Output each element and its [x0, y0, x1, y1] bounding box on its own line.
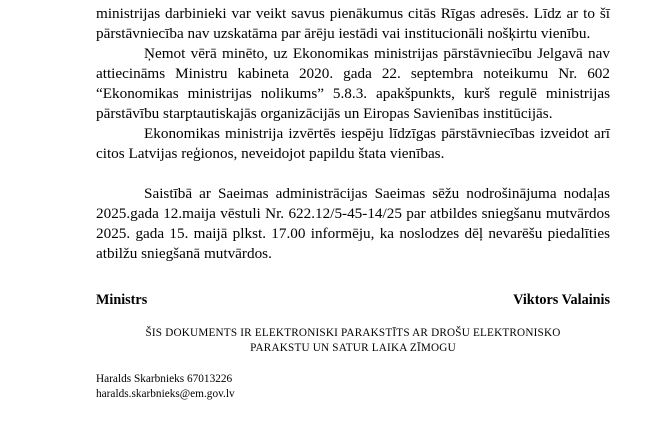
contact-author: Haralds Skarbnieks 67013226: [96, 373, 233, 385]
body-paragraph-4: Saistībā ar Saeimas administrācijas Saeimas sēžu nodrošinājuma nodaļas 2025.gada 12.maija vēstuli Nr. 622.12/5-45-14/25 par atbildes sniegšanu mutvārdos 2025. gada 15. maijā plkst. 17.00 informēju, ka noslodzes dēļ nevarēšu piedalīties atbilžu sniegšanā mutvārdos.: [96, 185, 610, 262]
e-signature-notice-line-1: ŠIS DOKUMENTS IR ELEKTRONISKI PARAKSTĪTS AR DROŠU ELEKTRONISKO: [145, 327, 561, 339]
signatory-title: Ministrs: [96, 292, 148, 308]
e-signature-notice-line-2: PARAKSTU UN SATUR LAIKA ZĪMOGU: [250, 342, 456, 354]
body-paragraph-2: Ņemot vērā minēto, uz Ekonomikas ministrijas pārstāvniecību Jelgavā nav attiecināms Ministru kabineta 2020. gada 22. septembra noteikumu Nr. 602 “Ekonomikas ministrijas nolikums” 5.8.3. apakšpunkts, kurš regulē ministrijas pārstāvību starptautiskajās organizācijās un Eiropas Savienības institūcijās.: [96, 45, 610, 122]
signatory-name: Viktors Valainis: [513, 292, 610, 308]
contact-email: haralds.skarbnieks@em.gov.lv: [96, 388, 235, 400]
e-signature-notice: [96, 326, 610, 356]
body-paragraph-3: Ekonomikas ministrija izvērtēs iespēju līdzīgas pārstāvniecības izveidot arī citos Latvijas reģionos, neveidojot papildu štata vienības.: [96, 125, 610, 162]
contact-info: [96, 372, 235, 402]
body-paragraph-1: ministrijas darbinieki var veikt savus pienākumus citās Rīgas adresēs. Līdz ar to šī pārstāvniecība nav uzskatāma par ārēju iestādi vai institucionāli nošķirtu vienību.: [96, 5, 610, 42]
signature-block: [96, 290, 610, 310]
